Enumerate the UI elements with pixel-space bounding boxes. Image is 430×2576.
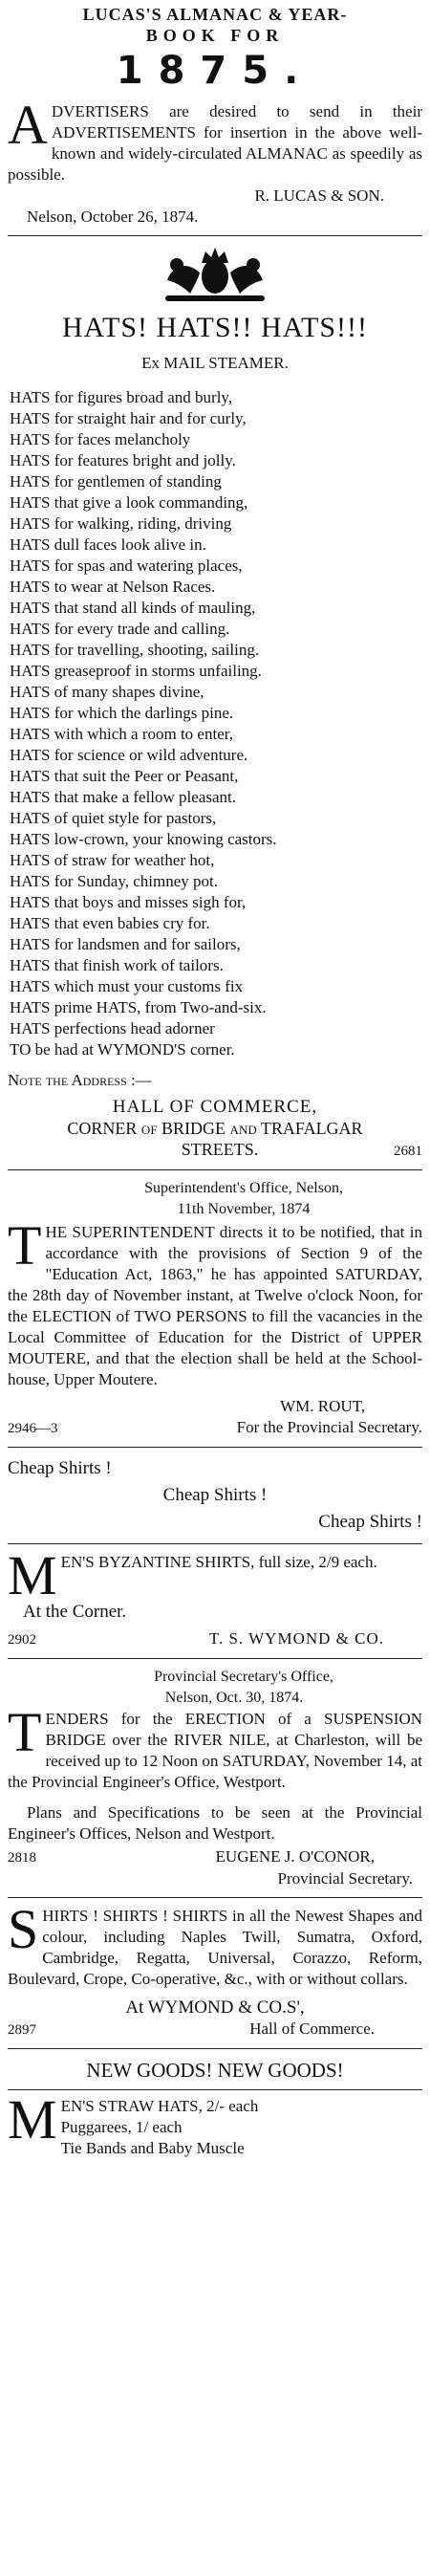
hats-poem-line: HATS for spas and watering places,	[10, 557, 243, 575]
byzantine-body-text: EN'S BYZANTINE SHIRTS, full size, 2/9 each.	[60, 1553, 377, 1571]
hats-poem-line: HATS that even babies cry for.	[10, 914, 210, 932]
super-body	[8, 1214, 422, 1390]
hats-note-label: Note the Address :—	[8, 1071, 152, 1089]
byzantine-dropcap: M	[8, 1544, 57, 1606]
hats-address-line3: STREETS.	[181, 1140, 259, 1159]
divider	[8, 2048, 422, 2049]
shirts2-dropcap: S	[8, 1898, 39, 1960]
hats-poem-line: HATS low-crown, your knowing castors.	[10, 830, 277, 848]
hats-poem-line: HATS that suit the Peer or Peasant,	[10, 767, 239, 785]
almanac-body	[8, 94, 422, 186]
hats-poem-line: HATS that boys and misses sigh for,	[10, 893, 247, 911]
divider	[8, 1169, 422, 1170]
hats-poem-line: HATS of many shapes divine,	[10, 683, 204, 701]
hats-poem-line: HATS for straight hair and for curly,	[10, 409, 247, 427]
hats-advert	[8, 244, 422, 1162]
hats-poem-line: HATS for faces melancholy	[10, 430, 191, 448]
super-for-line: For the Provincial Secretary.	[236, 1418, 422, 1436]
hats-poem-line: TO be had at WYMOND'S corner.	[10, 1040, 235, 1059]
hats-poem-line: HATS that stand all kinds of mauling,	[10, 599, 256, 617]
new-goods-dropcap: M	[8, 2088, 57, 2150]
hats-poem-line: HATS greaseproof in storms unfailing.	[10, 662, 262, 680]
hats-poem-line: HATS perfections head adorner	[10, 1019, 215, 1037]
tenders-body-text: ENDERS for the ERECTION of a SUSPENSION BRIDGE over the RIVER NILE, at Charleston, will be received up to 12 Noon on SATURDAY, November 14, at the Provincial Engineer's Office, Westport.	[8, 1710, 422, 1791]
hats-poem-line: HATS that give a look commanding,	[10, 493, 248, 512]
hats-address-line1: HALL OF COMMERCE,	[112, 1097, 318, 1117]
tenders-notice	[8, 1667, 422, 1889]
tenders-office: Provincial Secretary's Office,	[154, 1669, 333, 1685]
hats-poem-line: HATS for walking, riding, driving	[10, 514, 232, 533]
cheap-shirts-advert	[8, 1455, 422, 1536]
divider	[8, 1447, 422, 1448]
super-dropcap: T	[8, 1214, 42, 1277]
shirts2-hall: Hall of Commerce.	[249, 2019, 375, 2038]
hats-poem-line: HATS for features bright and jolly.	[10, 451, 236, 469]
tenders-sign-row	[8, 1846, 422, 1868]
new-goods-advert	[8, 2057, 422, 2159]
divider	[8, 1897, 422, 1898]
hats-poem-line: HATS for landsmen and for sailors,	[10, 935, 241, 953]
new-goods-line2: Puggarees, 1/ each	[60, 2118, 183, 2136]
byzantine-shirts-advert	[8, 1544, 422, 1650]
hats-poem-line: HATS dull faces look alive in.	[10, 535, 206, 554]
new-goods-line3: Tie Bands and Baby Muscle	[60, 2139, 245, 2157]
cheap-shirts-line3: Cheap Shirts !	[318, 1512, 422, 1532]
hats-poem-line: HATS of straw for weather hot,	[10, 851, 215, 869]
divider	[8, 235, 422, 236]
shirts2-at-line: At WYMOND & CO.S',	[125, 1997, 305, 2018]
tenders-title: Provincial Secretary.	[277, 1869, 413, 1888]
shirts2-footer	[8, 2019, 422, 2041]
tenders-date: Nelson, Oct. 30, 1874.	[164, 1690, 304, 1706]
hats-poem-line: HATS for travelling, shooting, sailing.	[10, 641, 260, 659]
byzantine-footer	[8, 1628, 422, 1650]
tenders-plans: Plans and Specifications to be seen at the Provincial Engineer's Offices, Nelson and Westport.	[8, 1803, 422, 1843]
byzantine-firm: T. S. WYMOND & CO.	[208, 1629, 384, 1648]
new-goods-body	[8, 2088, 422, 2159]
byzantine-at-corner: At the Corner.	[23, 1602, 127, 1622]
hats-poem-line: HATS which must your customs fix	[10, 977, 244, 995]
tenders-dropcap: T	[8, 1701, 42, 1763]
cheap-shirts-line1: Cheap Shirts !	[8, 1458, 112, 1478]
cheap-shirts-line2: Cheap Shirts !	[162, 1485, 268, 1505]
hats-poem-line: HATS to wear at Nelson Races.	[10, 578, 216, 596]
divider	[8, 1543, 422, 1544]
almanac-title-line2: BOOK FOR	[145, 26, 285, 45]
hats-headline: HATS! HATS!! HATS!!!	[62, 312, 368, 343]
almanac-dateline: Nelson, October 26, 1874.	[27, 207, 199, 226]
hats-poem-line: HATS for every trade and calling.	[10, 620, 230, 638]
almanac-signature: R. LUCAS & SON.	[254, 186, 384, 205]
shirts2-ref: 2897	[8, 2022, 36, 2038]
byzantine-body	[8, 1544, 422, 1606]
hats-poem-line: HATS for Sunday, chimney pot.	[10, 872, 218, 890]
hats-poem-line: HATS for gentlemen of standing	[10, 472, 222, 491]
new-goods-headline: NEW GOODS! NEW GOODS!	[86, 2059, 344, 2082]
tenders-signature: EUGENE J. O'CONOR,	[215, 1847, 375, 1866]
super-office: Superintendent's Office, Nelson,	[144, 1180, 343, 1196]
byzantine-ref: 2902	[8, 1632, 36, 1648]
super-footer	[8, 1417, 422, 1439]
hats-poem-line: HATS for figures broad and burly,	[10, 388, 233, 406]
super-ref: 2946—3	[8, 1421, 58, 1436]
divider	[8, 1658, 422, 1659]
divider	[8, 2089, 422, 2090]
hats-poem-line: HATS with which a room to enter,	[10, 725, 233, 743]
hats-poem-line: HATS that finish work of tailors.	[10, 956, 224, 974]
shirts2-body	[8, 1898, 422, 1990]
superintendent-notice	[8, 1178, 422, 1439]
almanac-title-line1: LUCAS'S ALMANAC & YEAR-	[82, 5, 348, 24]
hats-subhead: Ex MAIL STEAMER.	[141, 354, 289, 372]
hats-poem-line: HATS for which the darlings pine.	[10, 704, 234, 722]
hats-poem-line: HATS of quiet style for pastors,	[10, 809, 217, 827]
hats-poem	[8, 387, 422, 1060]
super-signature: WM. ROUT,	[280, 1397, 365, 1415]
hats-poem-line: HATS that make a fellow pleasant.	[10, 788, 236, 806]
super-date: 11th November, 1874	[177, 1201, 311, 1217]
shirts2-body-text: HIRTS ! SHIRTS ! SHIRTS in all the Newest Shapes and colour, including Naples Twill, Sumatra, Oxford, Cambridge, Regatta, Universal, Corazzo, Reform, Boulevard, Crope, Co-operative, &c., with or without collars.	[8, 1907, 422, 1988]
hats-address-line2: CORNER of BRIDGE and TRAFALGAR	[67, 1119, 363, 1138]
super-body-text: HE SUPERINTENDENT directs it to be notified, that in accordance with the provisions of Section 9 of the "Education Act, 1863," he has appointed SATURDAY, the 28th day of November instant, at Twelve o'clock Noon, for the ELECTION of TWO PERSONS to fill the vacancies in the Local Committee of Education for the District of UPPER MOUTERE, and that the election shall be held at the School-house, Upper Moutere.	[8, 1223, 422, 1388]
hats-poem-line: HATS prime HATS, from Two-and-six.	[10, 998, 267, 1016]
new-goods-line1: EN'S STRAW HATS, 2/- each	[60, 2097, 259, 2115]
almanac-year: 1875.	[116, 49, 314, 93]
hats-poem-line: HATS for science or wild adventure.	[10, 746, 248, 764]
hats-address-row	[8, 1139, 422, 1162]
almanac-advert	[8, 0, 422, 228]
almanac-body-text: DVERTISERS are desired to send in their ADVERTISEMENTS for insertion in the above well-known and widely-circulated ALMANAC as speedily as possible.	[8, 102, 422, 184]
hats-ref: 2681	[393, 1144, 422, 1159]
tenders-ref: 2818	[8, 1850, 36, 1866]
almanac-dropcap: A	[8, 94, 48, 156]
shirts-newest-advert	[8, 1898, 422, 2041]
royal-coat-of-arms-icon	[8, 244, 422, 309]
tenders-body	[8, 1701, 422, 1793]
